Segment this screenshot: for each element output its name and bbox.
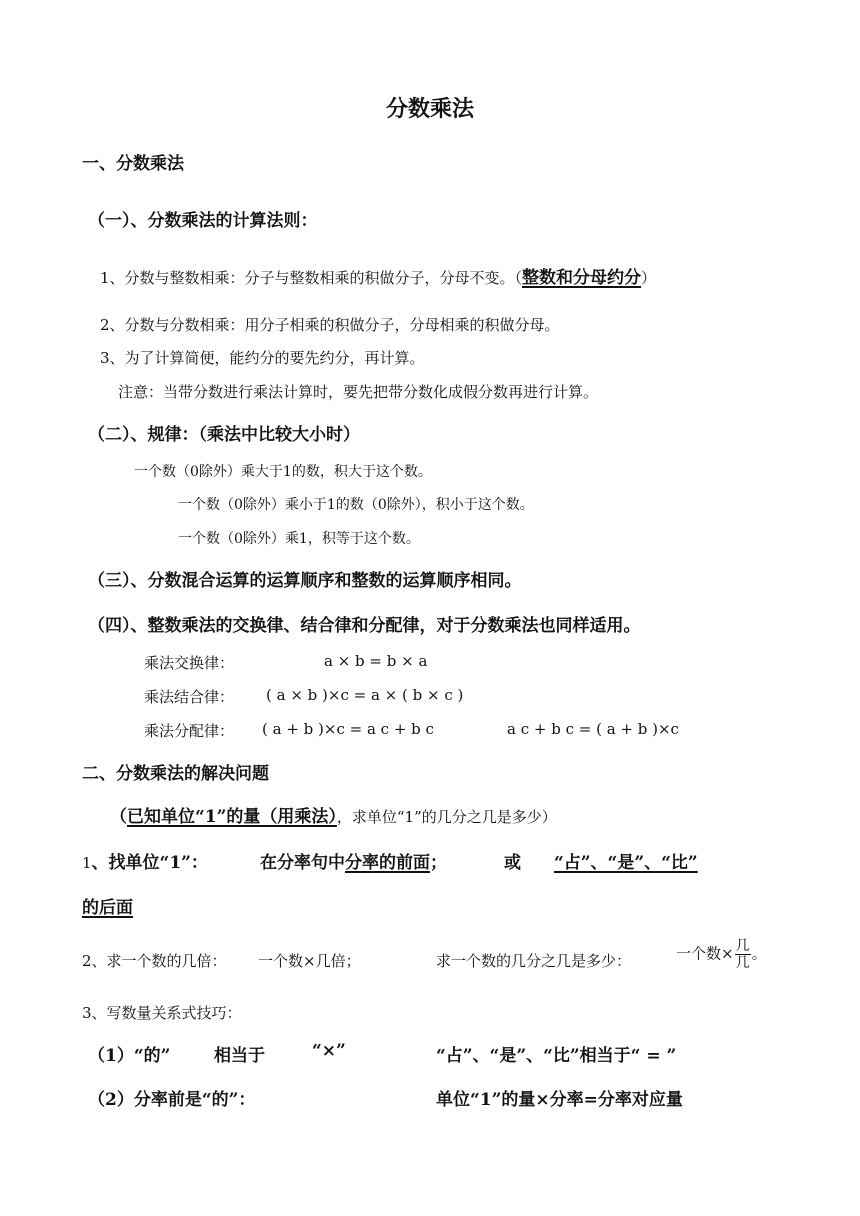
pattern-line-1: 一个数（0除外）乘大于1的数，积大于这个数。 — [134, 464, 432, 480]
distributive-formula-1: ( a + b )×c = a c + b c — [262, 720, 434, 738]
associative-label: 乘法结合律： — [144, 688, 235, 706]
find-unit-label: 、找单位“1”： — [91, 853, 208, 873]
section-heading-1: 一、分数乘法 — [82, 154, 184, 174]
fraction-rule-period: 。 — [751, 944, 767, 963]
rule-1 — [100, 263, 656, 288]
find-unit-semicolon: ； — [430, 853, 447, 873]
find-unit-or: 或 — [504, 853, 521, 873]
distributive-label: 乘法分配律： — [144, 722, 235, 740]
find-unit-in-sentence: 在分率句中 — [260, 853, 345, 873]
tip-1-times: “×” — [312, 1041, 346, 1061]
intro-open-paren: （ — [110, 807, 127, 827]
tip-1-de: （1）“的” — [88, 1046, 171, 1066]
rule-1-emphasis: 整数和分母约分 — [522, 268, 642, 288]
relation-tips-label: 3、写数量关系式技巧： — [82, 1004, 242, 1022]
subsection-heading-pattern: （二）、规律：（乘法中比较大小时） — [88, 425, 360, 445]
page-title: 分数乘法 — [385, 96, 474, 122]
distributive-formula-2: a c + b c = ( a + b )×c — [507, 720, 679, 738]
note: 注意：当带分数进行乘法计算时，要先把带分数化成假分数再进行计算。 — [118, 383, 599, 401]
commutative-label: 乘法交换律： — [144, 654, 235, 672]
find-unit-line — [82, 848, 208, 873]
multiple-rule-formula: 一个数×几倍； — [258, 952, 361, 970]
known-unit-intro — [110, 802, 557, 827]
rule-1-close: ） — [641, 269, 657, 287]
intro-emphasis: 已知单位“1”的量（用乘法） — [127, 807, 337, 827]
fraction — [735, 938, 751, 971]
section-heading-2: 二、分数乘法的解决问题 — [82, 764, 269, 784]
commutative-formula: a × b = b × a — [324, 652, 428, 670]
rule-1-text: 1、分数与整数相乘：分子与整数相乘的积做分子，分母不变。（ — [100, 269, 523, 287]
tip-1-equivalent: 相当于 — [214, 1046, 265, 1066]
item-number-1: 1 — [82, 854, 92, 872]
rule-2: 2、分数与分数相乘：用分子相乘的积做分子，分母相乘的积做分母。 — [100, 316, 560, 334]
fraction-rule-label: 求一个数的几分之几是多少： — [436, 952, 632, 970]
fraction-numerator: 几 — [735, 938, 750, 954]
rule-3: 3、为了计算简便，能约分的要先约分，再计算。 — [100, 349, 425, 367]
multiple-rule-label: 2、求一个数的几倍： — [82, 952, 227, 970]
subsection-heading-laws: （四）、整数乘法的交换律、结合律和分配律，对于分数乘法也同样适用。 — [88, 616, 641, 636]
tip-2-formula: 单位“1”的量×分率=分率对应量 — [436, 1090, 683, 1110]
intro-rest: ，求单位“1”的几分之几是多少） — [336, 808, 557, 826]
fraction-denominator: 几 — [735, 955, 750, 972]
find-unit-before-rate: 分率的前面 — [345, 853, 430, 873]
find-unit-keywords: “占”、“是”、“比” — [554, 853, 698, 873]
fraction-rule-formula — [676, 938, 767, 971]
find-unit-after: 的后面 — [82, 898, 133, 918]
find-unit-rule — [260, 848, 447, 873]
pattern-line-3: 一个数（0除外）乘1，积等于这个数。 — [178, 531, 420, 547]
tip-1-equals: “占”、“是”、“比”相当于“ = ” — [436, 1046, 677, 1066]
associative-formula: ( a × b )×c = a × ( b × c ) — [266, 686, 464, 704]
fraction-rule-prefix: 一个数× — [676, 944, 734, 963]
subsection-heading-order: （三）、分数混合运算的运算顺序和整数的运算顺序相同。 — [88, 571, 522, 591]
pattern-line-2: 一个数（0除外）乘小于1的数（0除外），积小于这个数。 — [178, 497, 534, 513]
tip-2-label: （2）分率前是“的”： — [88, 1090, 256, 1110]
subsection-heading-rules: （一）、分数乘法的计算法则： — [88, 211, 318, 231]
